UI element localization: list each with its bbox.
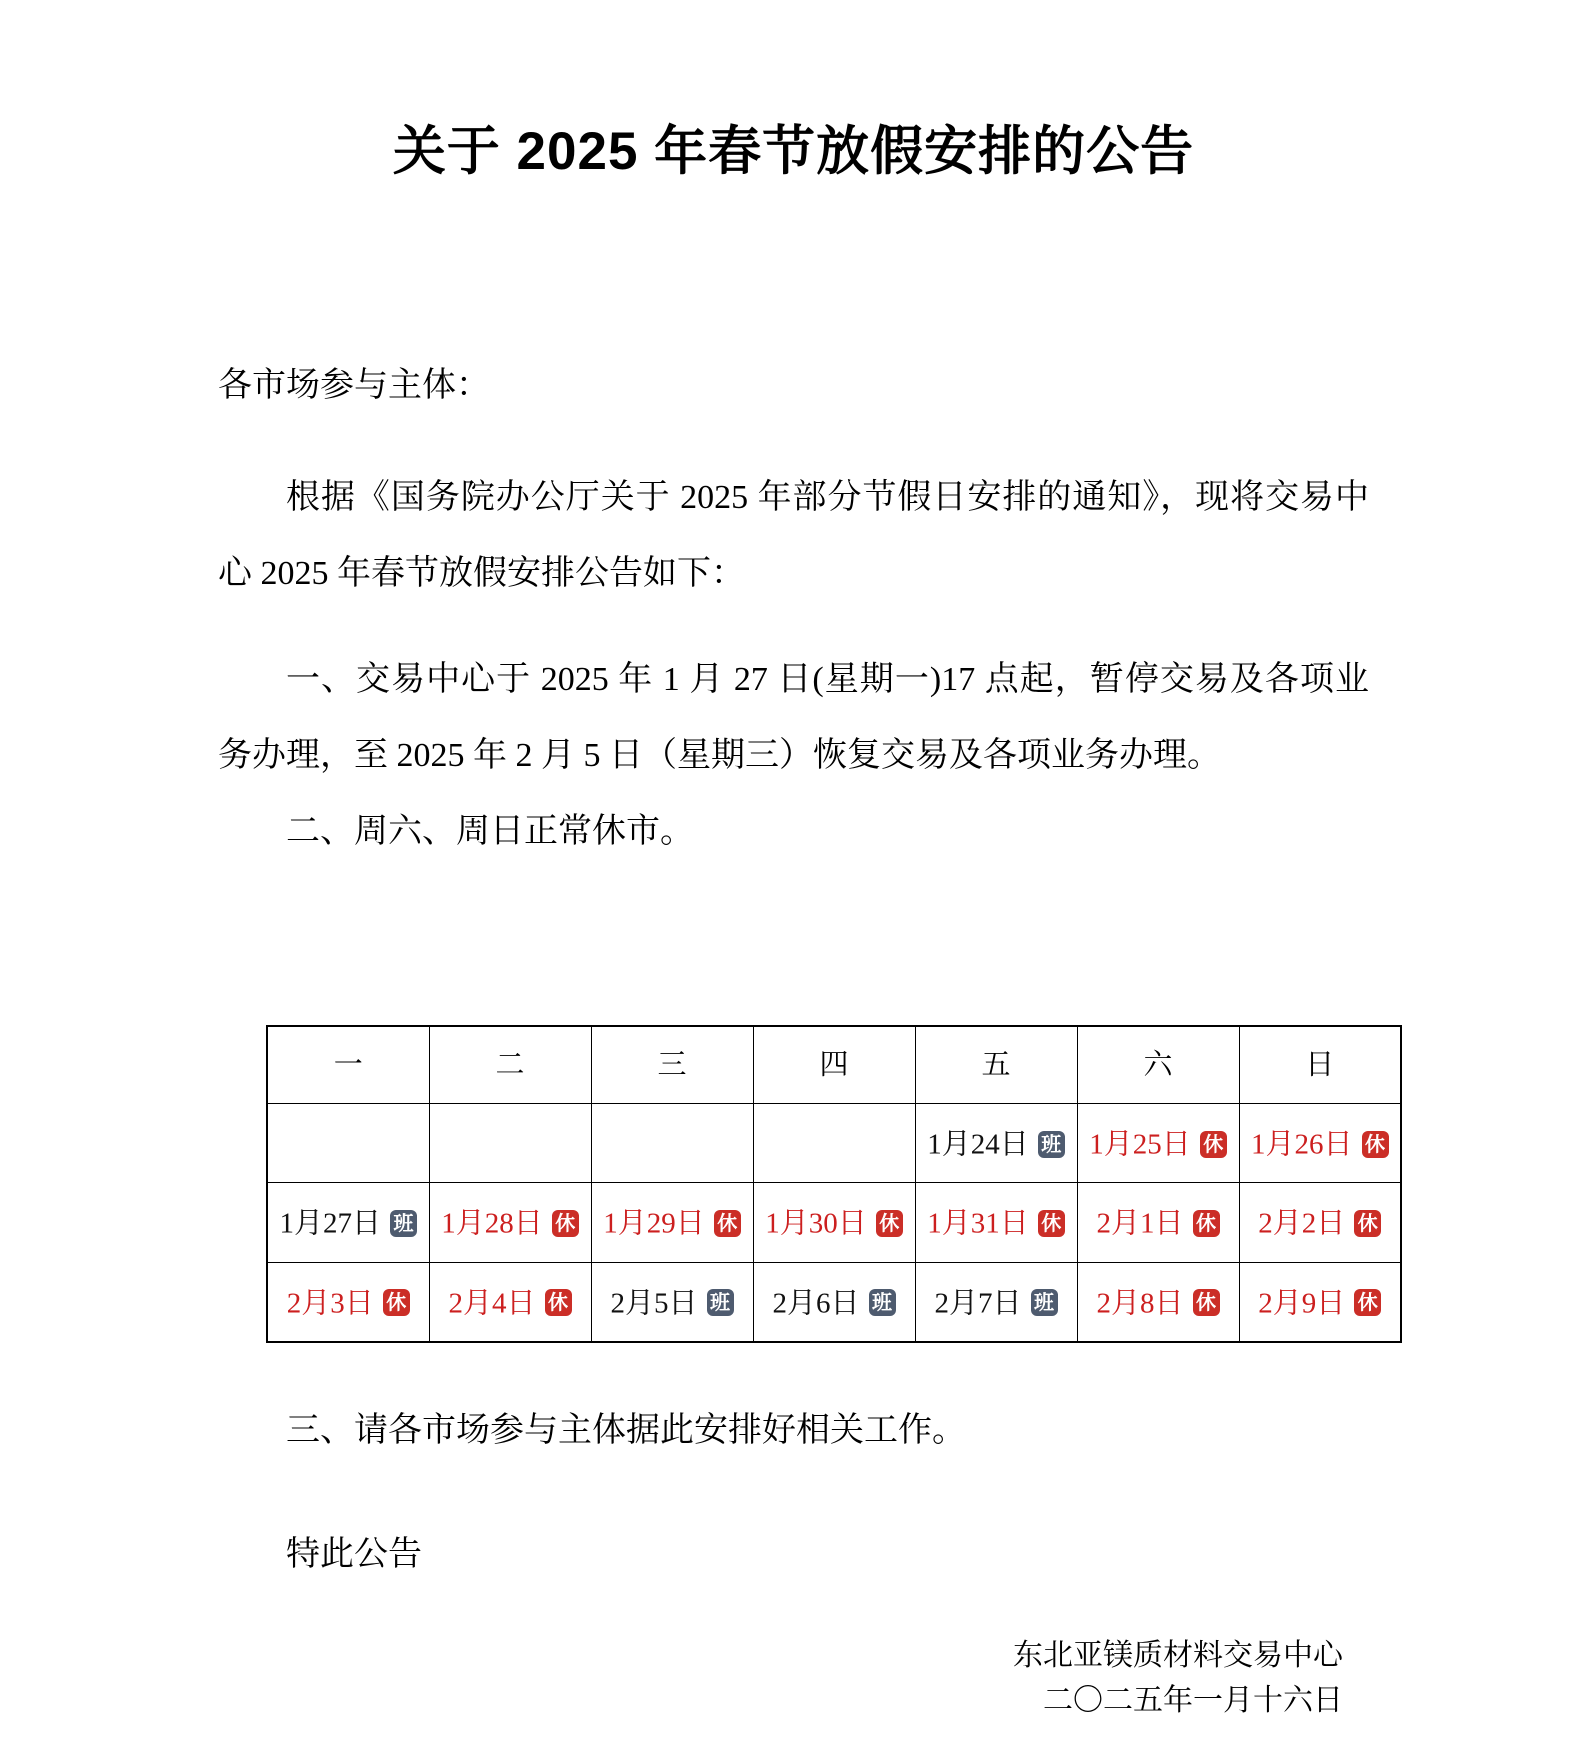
paragraph-item-2-weekend: 二、周六、周日正常休市。 — [286, 812, 694, 850]
calendar-week-row — [267, 1183, 1401, 1262]
calendar-cell — [1239, 1183, 1401, 1262]
calendar-date-label: 1月29日 — [603, 1207, 705, 1240]
calendar-cell — [267, 1183, 429, 1262]
rest-day-badge: 休 — [1354, 1210, 1381, 1237]
calendar-date-label: 1月24日 — [927, 1128, 1029, 1161]
calendar-cell — [915, 1103, 1077, 1182]
calendar-cell — [1077, 1262, 1239, 1342]
calendar-date-label: 2月9日 — [1258, 1286, 1346, 1319]
rest-day-badge: 休 — [1362, 1131, 1389, 1158]
calendar-week-row — [267, 1262, 1401, 1342]
calendar-header-row — [267, 1026, 1401, 1104]
calendar-cell-empty — [429, 1103, 591, 1182]
calendar-weekday-header: 一 — [267, 1026, 429, 1104]
calendar-weekday-header: 六 — [1077, 1026, 1239, 1104]
calendar-date-label: 2月6日 — [772, 1286, 860, 1319]
rest-day-badge: 休 — [876, 1210, 903, 1237]
calendar-cell — [429, 1183, 591, 1262]
paragraph-basis: 根据《国务院办公厅关于 2025 年部分节假日安排的通知》，现将交易中心 2025 年春节放假安排公告如下： — [218, 478, 1369, 592]
calendar-cell — [753, 1262, 915, 1342]
work-day-badge: 班 — [707, 1289, 734, 1316]
rest-day-badge: 休 — [1200, 1131, 1227, 1158]
calendar-cell — [1239, 1262, 1401, 1342]
calendar-date-label: 1月26日 — [1250, 1128, 1353, 1161]
calendar-cell — [591, 1183, 753, 1262]
calendar-cell — [429, 1262, 591, 1342]
calendar-cell — [753, 1183, 915, 1262]
rest-day-badge: 休 — [1038, 1210, 1065, 1237]
page-title: 关于 2025 年春节放假安排的公告 — [392, 122, 1195, 181]
calendar-cell — [1077, 1103, 1239, 1182]
calendar-week-row — [267, 1103, 1401, 1182]
closing-statement: 特此公告 — [286, 1535, 422, 1573]
paragraph-item-1-trading-halt: 一、交易中心于 2025 年 1 月 27 日(星期一)17 点起，暂停交易及各项业务办理，至 2025 年 2 月 5 日（星期三）恢复交易及各项业务办理。 — [218, 660, 1369, 774]
signature-block — [218, 1633, 1369, 1723]
calendar-cell — [915, 1262, 1077, 1342]
calendar-cell — [1077, 1183, 1239, 1262]
calendar-weekday-header: 三 — [591, 1026, 753, 1104]
calendar-date-label: 2月4日 — [448, 1286, 536, 1319]
issue-date: 二〇二五年一月十六日 — [1043, 1683, 1343, 1717]
calendar-cell-empty — [267, 1103, 429, 1182]
calendar-weekday-header: 四 — [753, 1026, 915, 1104]
calendar-weekday-header: 日 — [1239, 1026, 1401, 1104]
calendar-weekday-header: 二 — [429, 1026, 591, 1104]
calendar-date-label: 1月28日 — [441, 1207, 543, 1240]
rest-day-badge: 休 — [714, 1210, 741, 1237]
calendar-weekday-header: 五 — [915, 1026, 1077, 1104]
calendar-date-label: 2月2日 — [1258, 1207, 1346, 1240]
calendar-date-label: 1月30日 — [765, 1207, 867, 1240]
calendar-date-label: 2月5日 — [610, 1286, 698, 1319]
calendar-date-label: 1月25日 — [1089, 1128, 1191, 1161]
rest-day-badge: 休 — [1193, 1210, 1220, 1237]
calendar-cell — [267, 1262, 429, 1342]
work-day-badge: 班 — [390, 1210, 417, 1237]
work-day-badge: 班 — [1031, 1289, 1058, 1316]
calendar-cell — [915, 1183, 1077, 1262]
calendar-date-label: 2月1日 — [1096, 1207, 1184, 1240]
rest-day-badge: 休 — [383, 1289, 410, 1316]
calendar-date-label: 2月3日 — [286, 1286, 374, 1319]
calendar-date-label: 1月27日 — [279, 1207, 381, 1240]
rest-day-badge: 休 — [1354, 1289, 1381, 1316]
holiday-calendar — [266, 1025, 1385, 1343]
calendar-cell-empty — [753, 1103, 915, 1182]
calendar-date-label: 1月31日 — [927, 1207, 1029, 1240]
calendar-cell-empty — [591, 1103, 753, 1182]
calendar-cell — [1239, 1103, 1401, 1182]
paragraph-item-3-request: 三、请各市场参与主体据此安排好相关工作。 — [286, 1411, 966, 1449]
rest-day-badge: 休 — [1193, 1289, 1220, 1316]
calendar-date-label: 2月7日 — [934, 1286, 1022, 1319]
calendar-cell — [591, 1262, 753, 1342]
salutation: 各市场参与主体： — [218, 366, 490, 404]
work-day-badge: 班 — [869, 1289, 896, 1316]
rest-day-badge: 休 — [545, 1289, 572, 1316]
work-day-badge: 班 — [1038, 1131, 1065, 1158]
calendar-date-label: 2月8日 — [1096, 1286, 1184, 1319]
rest-day-badge: 休 — [552, 1210, 579, 1237]
issuer-name: 东北亚镁质材料交易中心 — [1013, 1638, 1343, 1672]
document-body — [0, 348, 1587, 1723]
holiday-calendar-table — [266, 1025, 1402, 1343]
